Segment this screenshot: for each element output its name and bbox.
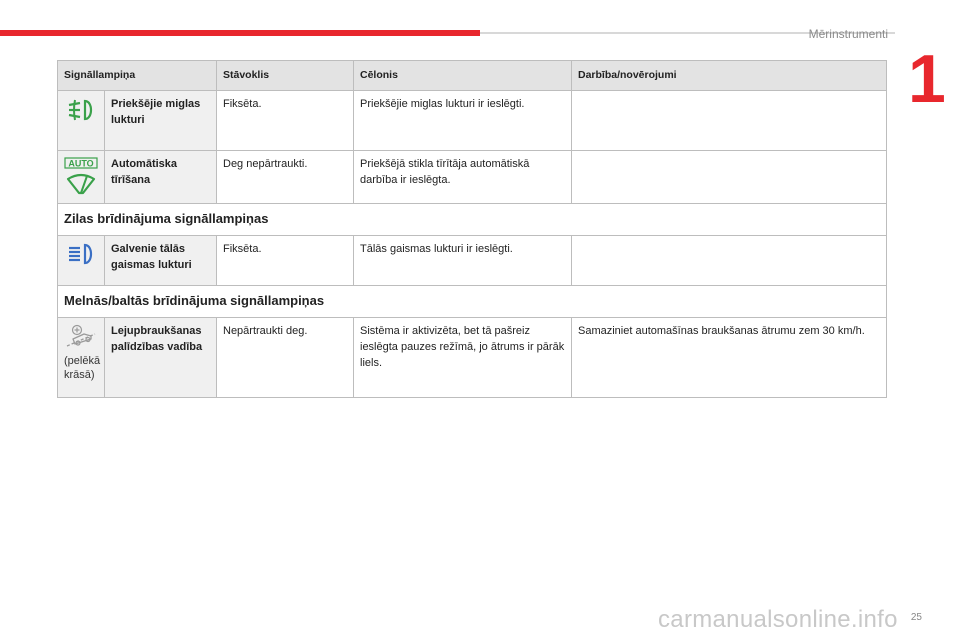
watermark: carmanualsonline.info — [658, 606, 898, 633]
lamp-name: Automātiska tīrīšana — [105, 151, 217, 204]
table-header-row — [58, 61, 887, 91]
auto-label: AUTO — [68, 158, 94, 169]
icon-cell — [58, 236, 105, 286]
lamp-cause: Tālās gaismas lukturi ir ieslēgti. — [354, 236, 572, 286]
lamp-name: Lejupbraukšanas palīdzības vadība — [105, 317, 217, 397]
page-number: 25 — [910, 612, 922, 623]
lamp-state: Deg nepārtraukti. — [217, 151, 354, 204]
section-row — [58, 286, 887, 318]
lamp-action — [572, 151, 887, 204]
lamp-cause: Sistēma ir aktivizēta, bet tā pašreiz ieslēgta pauzes režīmā, jo ātrums ir pārāk liels. — [354, 317, 572, 397]
icon-note: (pelēkā krāsā) — [64, 354, 101, 382]
lamp-cause: Priekšējie miglas lukturi ir ieslēgti. — [354, 91, 572, 151]
auto-wiper-icon — [64, 157, 98, 197]
lamp-state: Fiksēta. — [217, 91, 354, 151]
lamp-name: Galvenie tālās gaismas lukturi — [105, 236, 217, 286]
lamp-cause: Priekšējā stikla tīrītāja automātiskā darbība ir ieslēgta. — [354, 151, 572, 204]
hill-descent-icon — [64, 324, 98, 348]
lamp-name: Priekšējie miglas lukturi — [105, 91, 217, 151]
lamp-action — [572, 236, 887, 286]
header-red-bar — [0, 30, 480, 36]
icon-cell — [58, 151, 105, 204]
front-fog-lamp-icon — [64, 97, 98, 123]
icon-cell — [58, 91, 105, 151]
lamp-state: Nepārtraukti deg. — [217, 317, 354, 397]
header-action: Darbība/novērojumi — [572, 61, 887, 91]
warning-lamps-table — [57, 60, 887, 398]
header-cause: Cēlonis — [354, 61, 572, 91]
blue-lamps-title: Zilas brīdinājuma signāllampiņas — [58, 204, 887, 236]
table-row — [58, 236, 887, 286]
lamp-state: Fiksēta. — [217, 236, 354, 286]
chapter-number: 1 — [908, 41, 946, 117]
icon-cell — [58, 317, 105, 397]
table-row — [58, 91, 887, 151]
header-lamp: Signāllampiņa — [58, 61, 217, 91]
header-state: Stāvoklis — [217, 61, 354, 91]
high-beam-icon — [64, 242, 98, 266]
black-white-lamps-title: Melnās/baltās brīdinājuma signāllampiņas — [58, 286, 887, 318]
section-row — [58, 204, 887, 236]
lamp-action: Samaziniet automašīnas braukšanas ātrumu zem 30 km/h. — [572, 317, 887, 397]
section-title: Mērinstrumenti — [808, 27, 888, 41]
table-row — [58, 151, 887, 204]
table-row — [58, 317, 887, 397]
lamp-action — [572, 91, 887, 151]
